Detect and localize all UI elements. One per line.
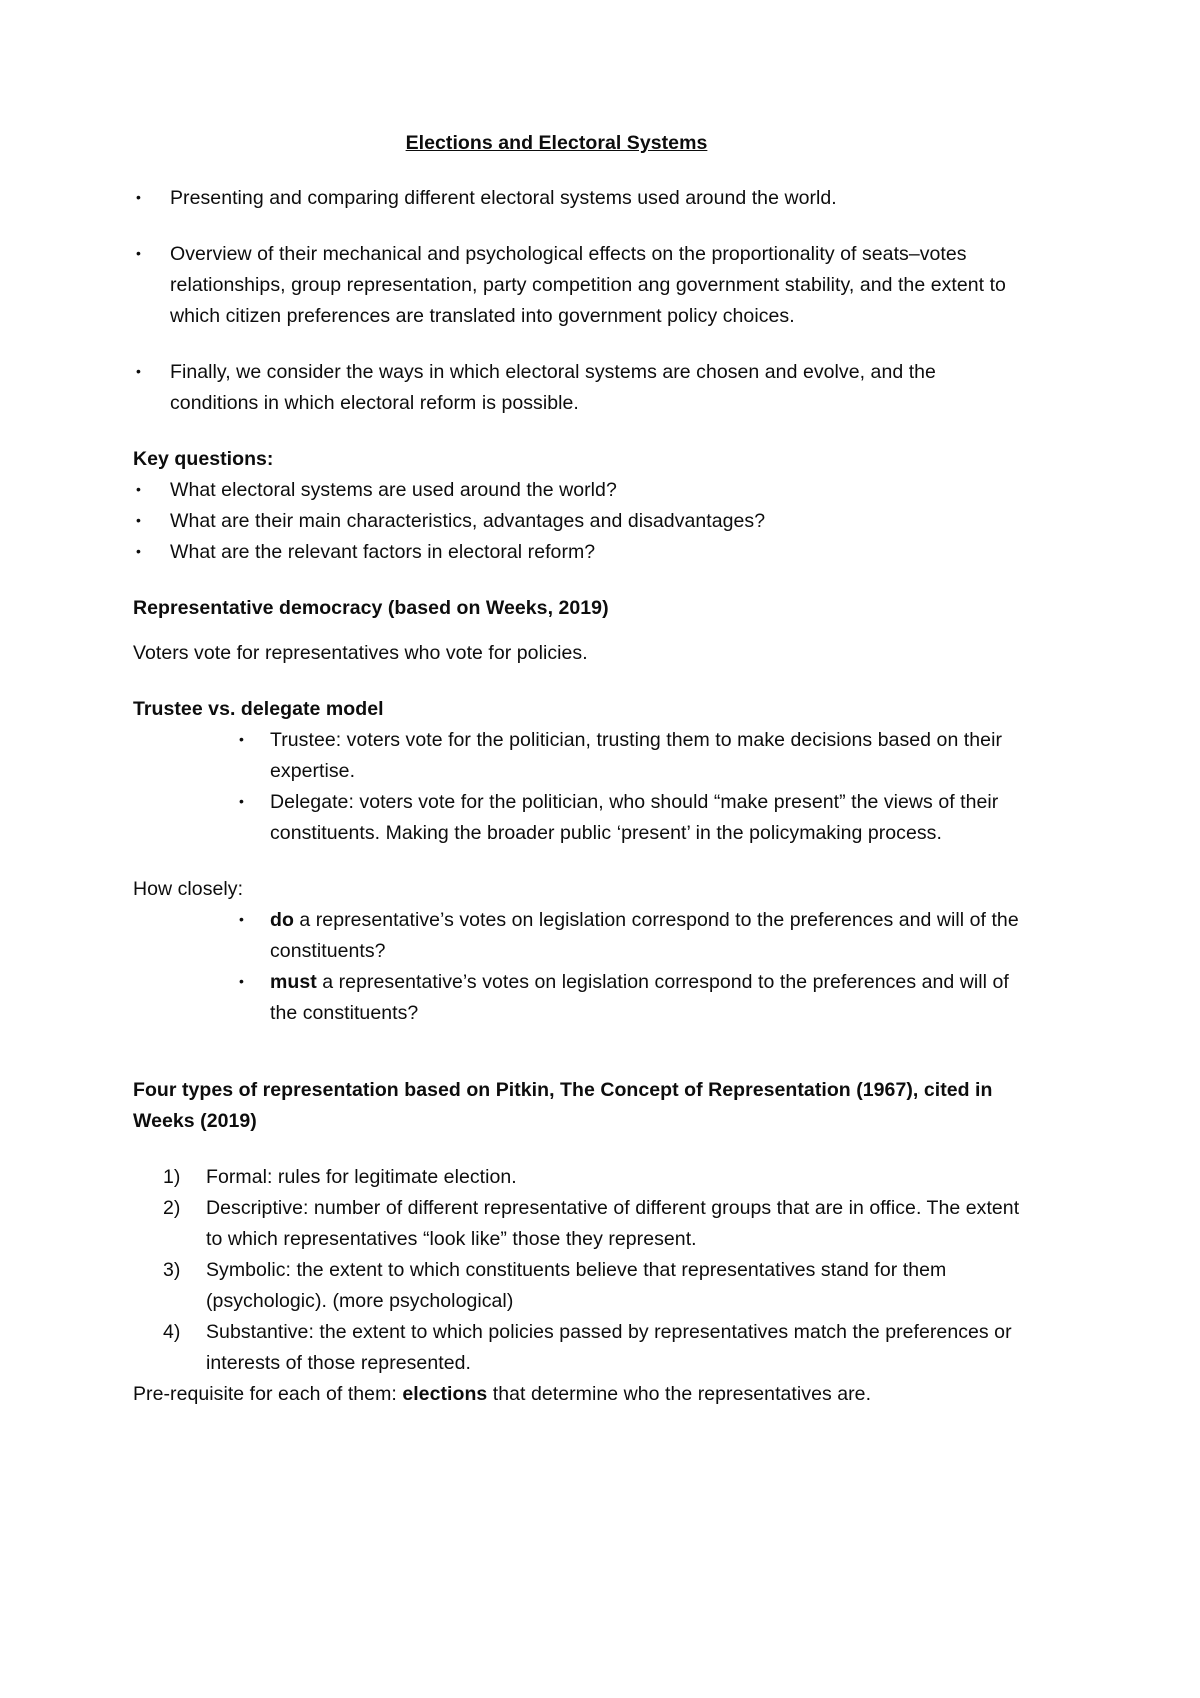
how-closely-must-rest: a representative’s votes on legislation correspond to the preferences and will of the constituents?	[270, 971, 1009, 1024]
list-item	[237, 725, 1020, 787]
prerequisite-tail: that determine who the representatives are.	[487, 1383, 872, 1405]
key-questions-heading: Key questions:	[133, 448, 274, 470]
list-item	[163, 1193, 1020, 1255]
delegate-item-text: Delegate: voters vote for the politician, who should “make present” the views of their constituents. Making the broader public ‘present’ in the policymaking process.	[270, 791, 999, 844]
list-item	[163, 1255, 1020, 1317]
trustee-item-text: Trustee: voters vote for the politician, trusting them to make decisions based on their expertise.	[270, 729, 1002, 782]
list-item	[133, 357, 1020, 419]
four-types-text-1: Formal: rules for legitimate election.	[206, 1166, 517, 1188]
four-types-text-3: Symbolic: the extent to which constituents believe that representatives stand for them (psychologic). (more psychological)	[206, 1259, 947, 1312]
how-closely-must-lead: must	[270, 971, 317, 993]
page-title: Elections and Electoral Systems	[405, 132, 708, 154]
intro-bullet-text-1: Presenting and comparing different electoral systems used around the world.	[170, 187, 837, 209]
list-item	[237, 967, 1020, 1029]
how-closely-list	[237, 905, 1020, 1029]
list-item	[133, 537, 1020, 568]
list-marker-4: 4)	[163, 1321, 181, 1343]
prerequisite-bold-word: elections	[402, 1383, 488, 1405]
trustee-delegate-list	[237, 725, 1020, 849]
list-item	[163, 1162, 1020, 1193]
list-marker-1: 1)	[163, 1166, 181, 1188]
list-marker-3: 3)	[163, 1259, 181, 1281]
key-question-3: What are the relevant factors in electoral reform?	[170, 541, 596, 563]
four-types-text-2: Descriptive: number of different representative of different groups that are in office. The extent to which representatives “look like” those they represent.	[206, 1197, 1020, 1250]
document-body	[133, 128, 1020, 1410]
key-questions-list	[133, 475, 1020, 568]
list-item	[133, 239, 1020, 332]
prerequisite-lead: Pre-requisite for each of them:	[133, 1383, 403, 1405]
how-closely-do-lead: do	[270, 909, 294, 931]
list-item	[163, 1317, 1020, 1379]
list-marker-2: 2)	[163, 1197, 181, 1219]
key-question-2: What are their main characteristics, advantages and disadvantages?	[170, 510, 766, 532]
representative-democracy-heading: Representative democracy (based on Weeks, 2019)	[133, 597, 609, 619]
prerequisite-line	[133, 1379, 1020, 1410]
list-item	[133, 183, 1020, 214]
how-closely-label: How closely:	[133, 878, 244, 900]
intro-bullet-text-2: Overview of their mechanical and psychological effects on the proportionality of seats–votes relationships, group representation, party competition ang government stability, and the extent to which citizen preferences are translated into government policy choices.	[170, 243, 1006, 327]
how-closely-do-rest: a representative’s votes on legislation correspond to the preferences and will of the constituents?	[270, 909, 1019, 962]
list-item	[133, 506, 1020, 537]
intro-bullet-text-3: Finally, we consider the ways in which electoral systems are chosen and evolve, and the conditions in which electoral reform is possible.	[170, 361, 936, 414]
list-item	[237, 787, 1020, 849]
list-item	[237, 905, 1020, 967]
four-types-text-4: Substantive: the extent to which policies passed by representatives match the preferences or interests of those represented.	[206, 1321, 1012, 1374]
four-types-heading: Four types of representation based on Pitkin, The Concept of Representation (1967), cited in Weeks (2019)	[133, 1079, 993, 1132]
key-question-1: What electoral systems are used around the world?	[170, 479, 617, 501]
intro-bullet-list	[133, 183, 1020, 419]
trustee-delegate-heading: Trustee vs. delegate model	[133, 698, 384, 720]
list-item	[133, 475, 1020, 506]
representative-democracy-body: Voters vote for representatives who vote for policies.	[133, 642, 588, 664]
four-types-list	[163, 1162, 1020, 1379]
